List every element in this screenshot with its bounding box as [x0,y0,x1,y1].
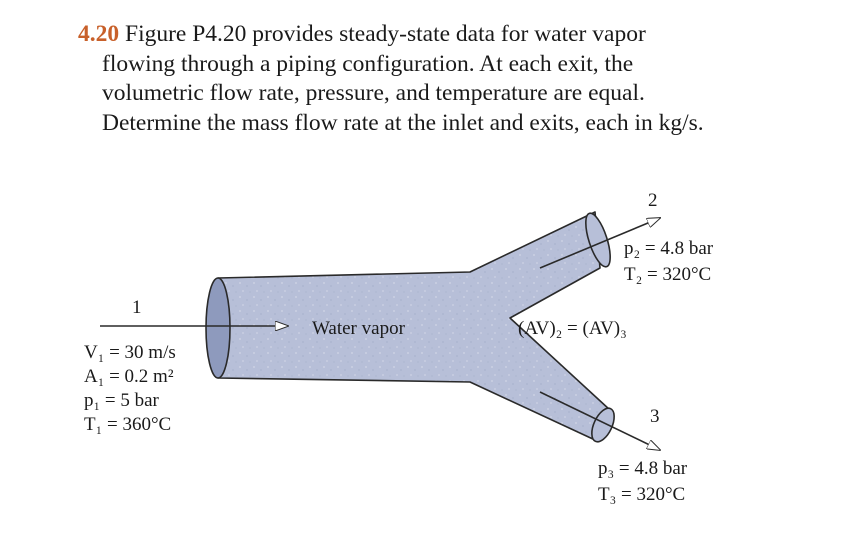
inlet-area: A₁ = 0.2 m² [84,366,174,387]
exit3-tag: 3 [650,406,660,427]
problem-text-1: Figure P4.20 provides steady-state data for water vapor [125,21,646,47]
inlet-pressure: p₁ = 5 bar [84,390,159,411]
fluid-label: Water vapor [312,318,405,339]
exit2-temperature: T₂ = 320°C [624,264,712,285]
problem-line-4: Determine the mass flow rate at the inlet and exits, each in kg/s. [102,109,704,136]
inlet-tag: 1 [132,297,142,318]
exit2-tag: 2 [648,190,658,211]
exit3-pressure: p₃ = 4.8 bar [598,458,688,479]
exit2-pressure: p₂ = 4.8 bar [624,238,714,259]
problem-number: 4.20 [78,21,120,47]
problem-line-2: flowing through a piping configuration. At each exit, the [102,50,634,77]
exit3-temperature: T₃ = 320°C [598,484,686,505]
inlet-velocity: V₁ = 30 m/s [84,342,176,363]
inlet-pipe-end [206,278,230,378]
problem-line-3: volumetric flow rate, pressure, and temperature are equal. [102,80,645,106]
relation-label: (AV)₂ = (AV)₃ [518,318,627,339]
inlet-temperature: T₁ = 360°C [84,414,172,435]
